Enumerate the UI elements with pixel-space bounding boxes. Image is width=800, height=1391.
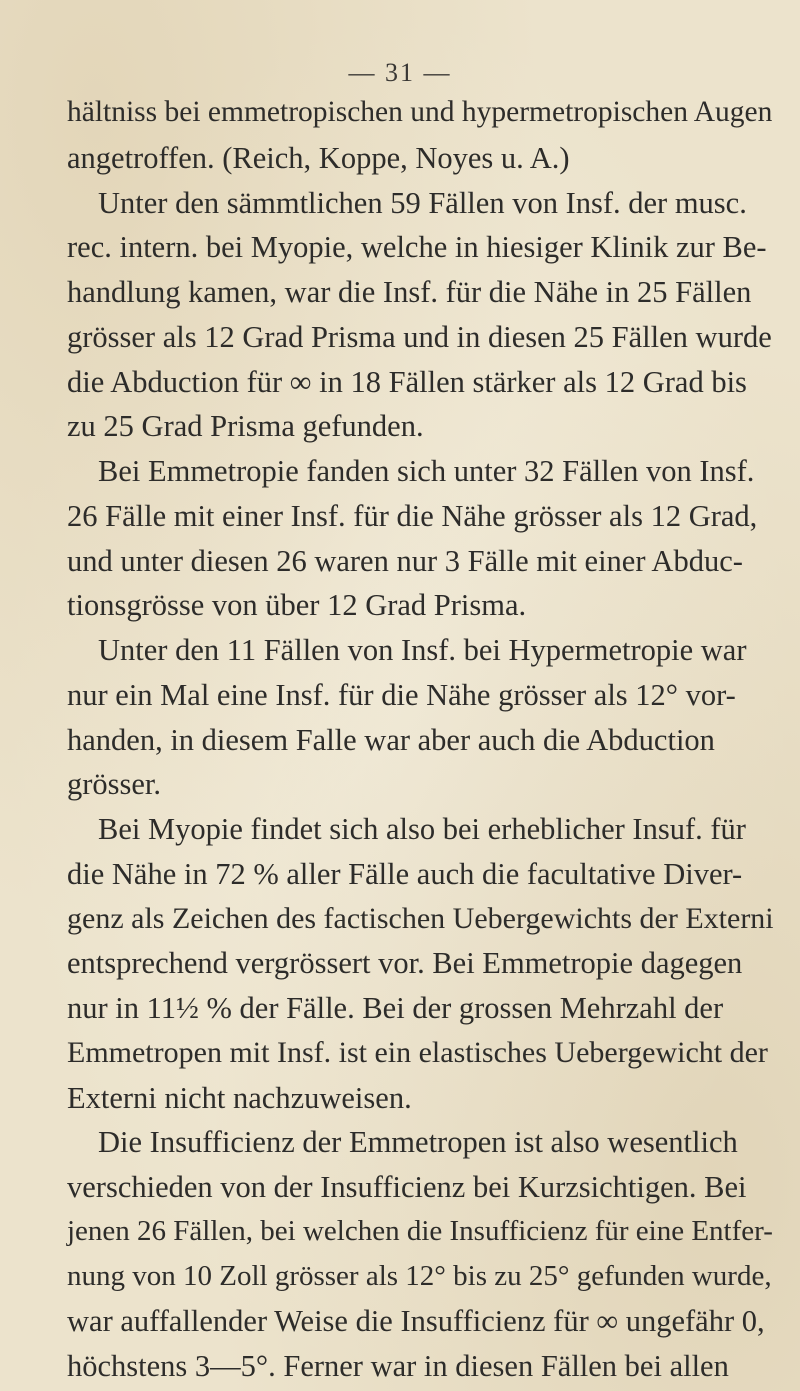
text-line: zu 25 Grad Prisma gefunden.	[67, 409, 424, 443]
text-line: Die Insufficienz der Emmetropen ist also wesentlich	[98, 1125, 738, 1159]
text-line: verschieden von der Insufficienz bei Kurzsichtigen. Bei	[67, 1170, 747, 1204]
text-line: handen, in diesem Falle war aber auch die Abduction	[67, 723, 715, 757]
text-line: grösser als 12 Grad Prisma und in diesen 25 Fällen wurde	[67, 320, 772, 354]
text-line: Externi nicht nachzuweisen.	[67, 1081, 412, 1115]
text-line: Unter den sämmtlichen 59 Fällen von Insf. der musc.	[98, 186, 747, 220]
text-line: handlung kamen, war die Insf. für die Nähe in 25 Fällen	[67, 275, 752, 309]
text-line: nur ein Mal eine Insf. für die Nähe grösser als 12° vor-	[67, 678, 736, 712]
text-line: nur in 11½ % der Fälle. Bei der grossen Mehrzahl der	[67, 991, 724, 1025]
text-line: grösser.	[67, 767, 162, 801]
text-line: hältniss bei emmetropischen und hypermetropischen Augen	[67, 96, 773, 128]
text-line: entsprechend vergrössert vor. Bei Emmetropie dagegen	[67, 946, 743, 980]
text-line: rec. intern. bei Myopie, welche in hiesiger Klinik zur Be-	[67, 230, 767, 264]
text-line: nung von 10 Zoll grösser als 12° bis zu 25° gefunden wurde,	[67, 1260, 772, 1292]
text-line: Emmetropen mit Insf. ist ein elastisches Uebergewicht der	[67, 1036, 768, 1069]
text-line: und unter diesen 26 waren nur 3 Fälle mit einer Abduc-	[67, 544, 743, 578]
text-line: war auffallender Weise die Insufficienz für ∞ ungefähr 0,	[67, 1304, 765, 1338]
text-line: 26 Fälle mit einer Insf. für die Nähe grösser als 12 Grad,	[67, 499, 758, 533]
text-line: Bei Emmetropie fanden sich unter 32 Fällen von Insf.	[98, 454, 755, 488]
text-line: Unter den 11 Fällen von Insf. bei Hypermetropie war	[98, 633, 747, 667]
text-line: angetroffen. (Reich, Koppe, Noyes u. A.)	[67, 141, 570, 175]
page-number: — 31 —	[348, 58, 452, 87]
text-line: tionsgrösse von über 12 Grad Prisma.	[67, 588, 527, 622]
text-line: jenen 26 Fällen, bei welchen die Insufficienz für eine Entfer-	[67, 1215, 773, 1247]
text-line: Bei Myopie findet sich also bei erheblicher Insuf. für	[98, 812, 746, 846]
text-line: die Nähe in 72 % aller Fälle auch die facultative Diver-	[67, 857, 743, 891]
text-line: genz als Zeichen des factischen Uebergewichts der Externi	[67, 902, 774, 935]
text-line: die Abduction für ∞ in 18 Fällen stärker als 12 Grad bis	[67, 365, 747, 399]
text-line: höchstens 3—5°. Ferner war in diesen Fällen bei allen	[67, 1349, 729, 1383]
